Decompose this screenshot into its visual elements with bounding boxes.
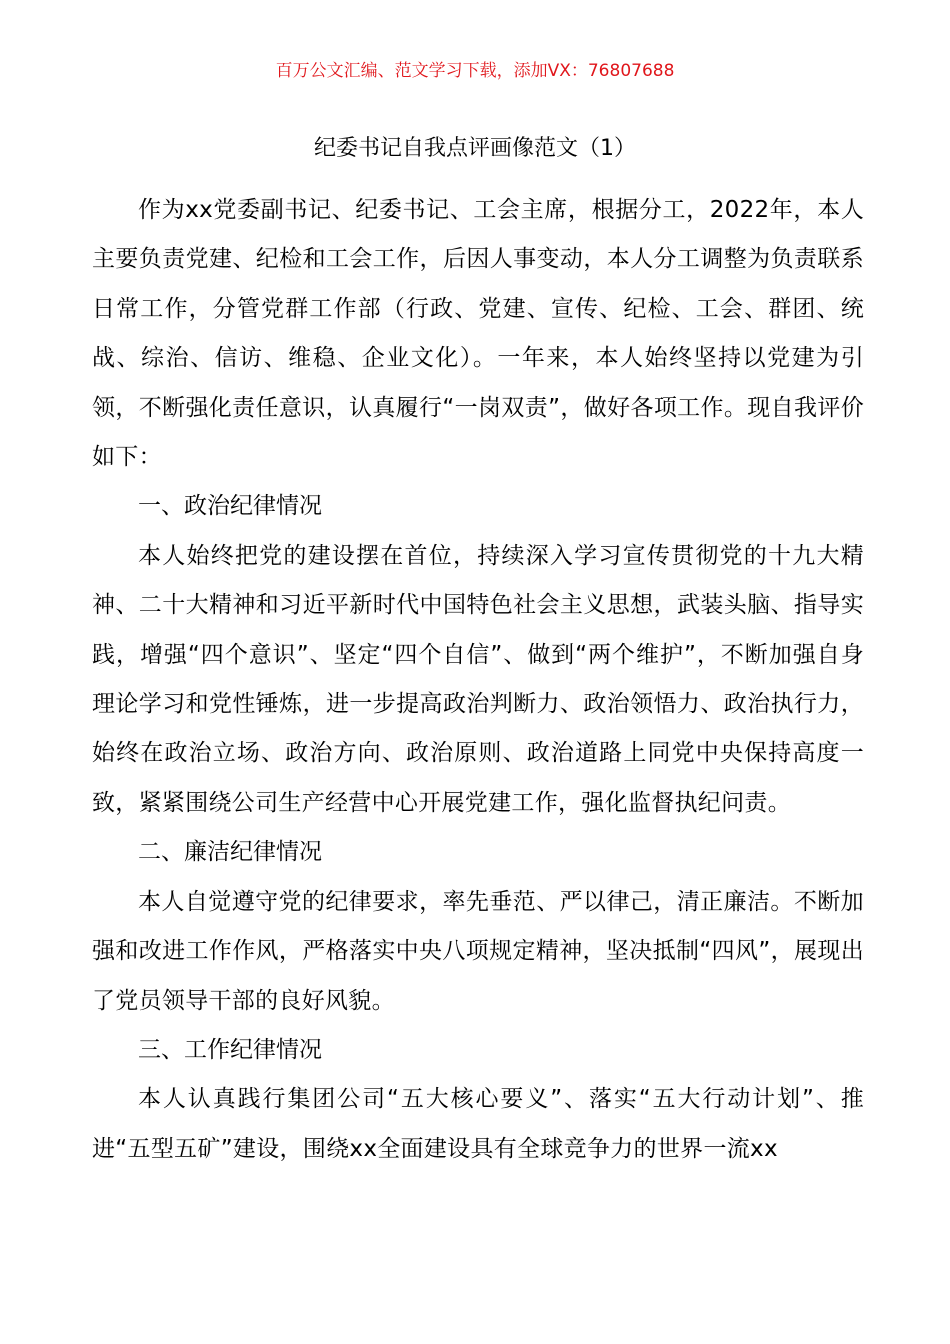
document-body	[92, 186, 864, 1174]
section-heading-integrity: 二、廉洁纪律情况	[138, 839, 322, 866]
section-body-integrity: 本人自觉遵守党的纪律要求，率先垂范、严以律己，清正廉洁。不断加强和改进工作作风，严格落实中央八项规定精神，坚决抵制“四风”，展现出了党员领导干部的良好风貌。	[92, 888, 864, 1014]
header-note: 百万公文汇编、范文学习下载，添加VX：76807688	[275, 61, 675, 81]
section-body-work: 本人认真践行集团公司“五大核心要义”、落实“五大行动计划”、推进“五型五矿”建设，围绕xx全面建设具有全球竞争力的世界一流xx	[92, 1086, 864, 1162]
intro-paragraph: 作为xx党委副书记、纪委书记、工会主席，根据分工，2022年，本人主要负责党建、纪检和工会工作，后因人事变动，本人分工调整为负责联系日常工作，分管党群工作部（行政、党建、宣传、纪检、工会、群团、统战、综治、信访、维稳、企业文化）。一年来，本人始终坚持以党建为引领，不断强化责任意识，认真履行“一岗双责”，做好各项工作。现自我评价如下：	[92, 197, 864, 471]
section-heading-work: 三、工作纪律情况	[138, 1036, 322, 1063]
section-heading-political: 一、政治纪律情况	[138, 493, 322, 520]
document-title: 纪委书记自我点评画像范文（1）	[314, 136, 636, 161]
section-body-political: 本人始终把党的建设摆在首位，持续深入学习宣传贯彻党的十九大精神、二十大精神和习近平新时代中国特色社会主义思想，武装头脑、指导实践，增强“四个意识”、坚定“四个自信”、做到“两个维护”，不断加强自身理论学习和党性锤炼，进一步提高政治判断力、政治领悟力、政治执行力，始终在政治立场、政治方向、政治原则、政治道路上同党中央保持高度一致，紧紧围绕公司生产经营中心开展党建工作，强化监督执纪问责。	[92, 542, 864, 816]
